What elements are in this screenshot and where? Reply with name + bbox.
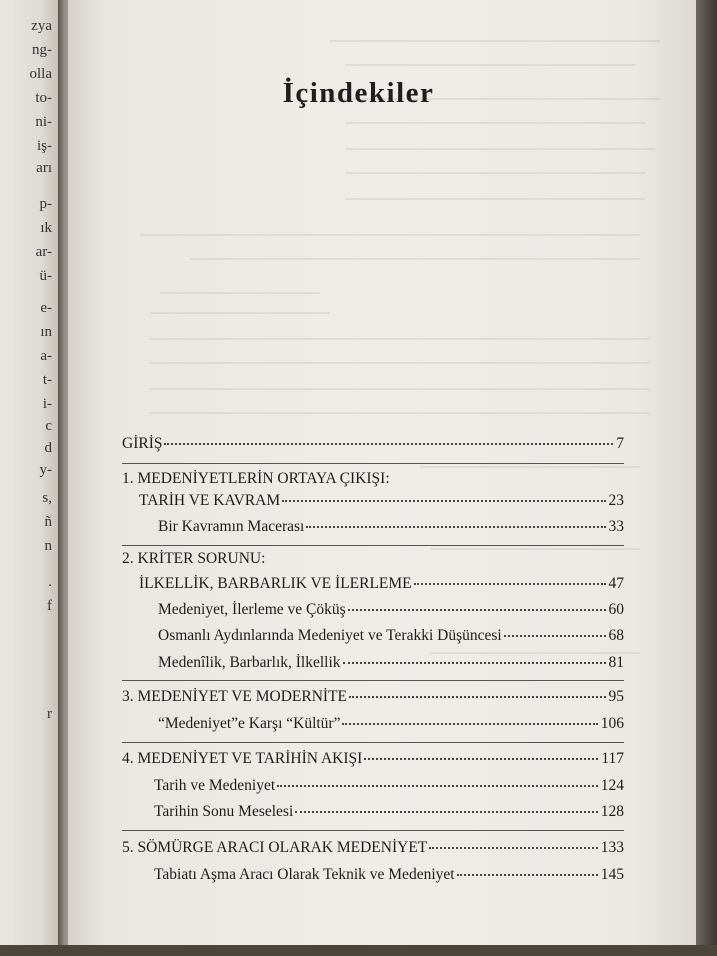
page-title: İçindekiler — [282, 77, 435, 110]
toc-entry-medenilik[interactable] — [158, 654, 624, 672]
left-page-fragment: p- — [39, 196, 52, 212]
toc-entry-chapter-4[interactable] — [122, 750, 624, 768]
dot-leader — [457, 874, 598, 876]
toc-entry-chapter-2[interactable] — [139, 575, 624, 593]
toc-entry-label: Medeniyet, İlerleme ve Çöküş — [158, 601, 346, 618]
toc-page-number: 95 — [608, 688, 624, 705]
toc-page-number: 81 — [608, 654, 624, 671]
toc-page-number: 47 — [608, 575, 624, 592]
toc-page-number: 7 — [616, 435, 624, 452]
dot-leader — [343, 662, 606, 664]
toc-entry-label: “Medeniyet”e Karşı “Kültür” — [158, 715, 341, 732]
left-page-fragment: r — [47, 706, 52, 722]
left-page-fragment: ık — [40, 220, 52, 236]
toc-page-number: 117 — [601, 750, 624, 767]
toc-entry-label: Tarihin Sonu Meselesi — [154, 803, 294, 820]
section-divider — [122, 680, 624, 681]
left-page-fragment: zya — [31, 18, 52, 34]
section-divider — [122, 463, 624, 464]
dot-leader — [295, 811, 597, 813]
toc-page-number: 145 — [600, 866, 624, 883]
left-page-fragment: ni- — [35, 114, 52, 130]
section-divider — [122, 830, 624, 831]
dot-leader — [164, 443, 613, 445]
left-page-fragment: e- — [40, 300, 52, 316]
toc-entry-label: 5. SÖMÜRGE ARACI OLARAK MEDENİYET — [122, 839, 428, 856]
toc-entry-tarihin-sonu[interactable] — [154, 803, 624, 821]
toc-entry-ilerleme-cokus[interactable] — [158, 601, 624, 619]
dot-leader — [349, 696, 605, 698]
chapter-1-heading: 1. MEDENİYETLERİN ORTAYA ÇIKIŞI: — [122, 470, 390, 487]
dot-leader — [348, 609, 606, 611]
left-page-fragment: f — [47, 598, 52, 614]
left-page-fragment: s, — [42, 490, 52, 506]
toc-page-number: 128 — [600, 803, 624, 820]
left-page-fragment: to- — [35, 90, 52, 106]
toc-entry-label: TARİH VE KAVRAM — [139, 492, 281, 509]
left-page-fragment: olla — [29, 66, 52, 82]
left-page-fragment: ng- — [32, 42, 52, 58]
left-page-fragment: ar- — [35, 244, 52, 260]
toc-page-number: 106 — [600, 715, 624, 732]
toc-page-number: 60 — [608, 601, 624, 618]
dot-leader — [342, 723, 597, 725]
left-page-fragment: a- — [40, 348, 52, 364]
toc-page-number: 23 — [608, 492, 624, 509]
chapter-2-heading: 2. KRİTER SORUNU: — [122, 550, 266, 567]
toc-entry-chapter-1[interactable] — [139, 492, 624, 510]
toc-entry-label: Osmanlı Aydınlarında Medeniyet ve Terakki Düşüncesi — [158, 627, 502, 644]
toc-entry-tarih-ve-medeniyet[interactable] — [154, 777, 624, 795]
toc-page-number: 124 — [600, 777, 624, 794]
toc-entry-label: İLKELLİK, BARBARLIK VE İLERLEME — [139, 575, 412, 592]
toc-entry-label: 3. MEDENİYET VE MODERNİTE — [122, 688, 348, 705]
left-page-fragment: arı — [36, 160, 52, 176]
toc-entry-kulture-karsi[interactable] — [158, 715, 624, 733]
toc-page-number: 68 — [608, 627, 624, 644]
dot-leader — [504, 635, 606, 637]
left-page-fragment: y- — [39, 462, 52, 478]
dot-leader — [364, 758, 598, 760]
dot-leader — [277, 785, 598, 787]
toc-entry-label: Medenîlik, Barbarlık, İlkellik — [158, 654, 341, 671]
left-page-fragment: t- — [42, 372, 52, 388]
toc-entry-bir-kavramin-macerasi[interactable] — [158, 518, 624, 536]
left-page-fragment: ñ — [44, 514, 52, 530]
toc-entry-label: Tarih ve Medeniyet — [154, 777, 276, 794]
toc-entry-label: Bir Kavramın Macerası — [158, 518, 305, 535]
toc-entry-label: 4. MEDENİYET VE TARİHİN AKIŞI — [122, 750, 363, 767]
toc-entry-giris[interactable] — [122, 435, 624, 453]
toc-entry-label: GİRİŞ — [122, 435, 163, 452]
dot-leader — [414, 583, 606, 585]
left-page-fragment: ın — [40, 324, 52, 340]
toc-entry-chapter-5[interactable] — [122, 839, 624, 857]
dot-leader — [306, 526, 605, 528]
section-divider — [122, 742, 624, 743]
toc-page-number: 33 — [608, 518, 624, 535]
dot-leader — [282, 500, 605, 502]
left-page-fragment: c — [45, 418, 52, 434]
left-page-fragment: d — [44, 440, 52, 456]
toc-page-number: 133 — [600, 839, 624, 856]
left-page-fragment: n — [44, 538, 52, 554]
toc-entry-osmanli-aydinlari[interactable] — [158, 627, 624, 645]
toc-entry-tabiati-asma[interactable] — [154, 866, 624, 884]
dot-leader — [429, 847, 597, 849]
left-page-fragment: ü- — [39, 268, 52, 284]
section-divider — [122, 545, 624, 546]
toc-entry-label: Tabiatı Aşma Aracı Olarak Teknik ve Medeniyet — [154, 866, 455, 883]
toc-entry-chapter-3[interactable] — [122, 688, 624, 706]
left-page-fragment: iş- — [37, 138, 52, 154]
left-page-fragment: i- — [42, 396, 52, 412]
left-page-fragment: . — [48, 574, 52, 590]
